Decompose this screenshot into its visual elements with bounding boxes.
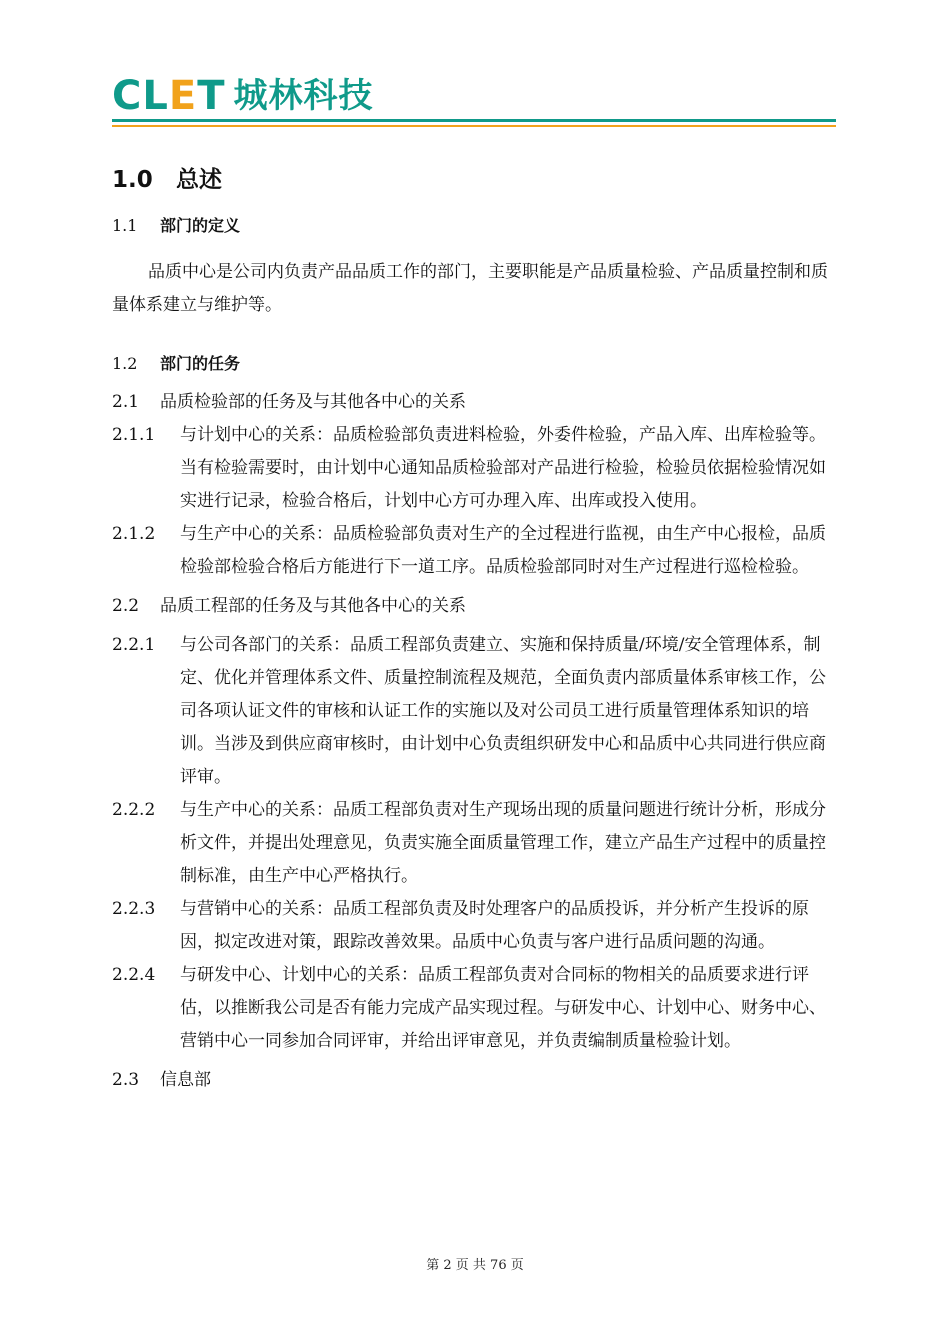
item-number: 2.1.2: [112, 524, 156, 544]
logo-latin-e: E: [168, 73, 198, 119]
item-number: 2.2.4: [112, 965, 156, 985]
logo-company-name: 城林科技: [233, 76, 374, 116]
item-number: 2.2.1: [112, 635, 156, 655]
list-item-2-2-3: [112, 893, 842, 959]
logo-latin-l: L: [142, 73, 169, 119]
item-text: 与营销中心的关系：品质工程部负责及时处理客户的品质投诉，并分析产生投诉的原因，拟定改进对策，跟踪改善效果。品质中心负责与客户进行品质问题的沟通。: [180, 899, 809, 952]
header-rule-orange: [112, 125, 836, 127]
subsection-title: 部门的定义: [160, 216, 241, 235]
section-number: 1.0: [112, 167, 153, 193]
list-item-2-1-2: [112, 518, 842, 584]
subsection-heading-1-2: [112, 348, 842, 380]
page-footer: 第 2 页 共 76 页: [426, 1258, 524, 1273]
list-item-2-1-1: [112, 419, 842, 518]
document-body: [112, 150, 842, 1097]
logo-latin-t: T: [197, 73, 226, 119]
item-text: 与研发中心、计划中心的关系：品质工程部负责对合同标的物相关的品质要求进行评估，以推断我公司是否有能力完成产品实现过程。与研发中心、计划中心、财务中心、营销中心一同参加合同评审，并给出评审意见，并负责编制质量检验计划。: [180, 965, 826, 1051]
list-item-2-2-4: [112, 959, 842, 1058]
list-item-2-2-1: [112, 629, 842, 794]
section-title: 品质检验部的任务及与其他各中心的关系: [160, 392, 466, 412]
company-logo: [112, 73, 374, 119]
header-rule-teal: [112, 119, 836, 122]
item-number: 2.2.2: [112, 800, 156, 820]
subsection-number: 1.1: [112, 216, 138, 235]
item-text: 与生产中心的关系：品质检验部负责对生产的全过程进行监视，由生产中心报检，品质检验部检验合格后方能进行下一道工序。品质检验部同时对生产过程进行巡检检验。: [180, 524, 826, 577]
section-heading-2-1: [112, 386, 842, 419]
item-text: 与计划中心的关系：品质检验部负责进料检验，外委件检验，产品入库、出库检验等。当有检验需要时，由计划中心通知品质检验部对产品进行检验，检验员依据检验情况如实进行记录，检验合格后，计划中心方可办理入库、出库或投入使用。: [180, 425, 826, 511]
logo-latin-c: C: [112, 73, 143, 119]
item-number: 2.2.3: [112, 899, 156, 919]
page-header: [112, 70, 836, 132]
section-heading-1: [112, 158, 842, 202]
section-title: 品质工程部的任务及与其他各中心的关系: [160, 596, 466, 616]
section-title: 信息部: [160, 1070, 211, 1090]
subsection-number: 1.2: [112, 354, 138, 373]
section-number: 2.2: [112, 596, 140, 616]
section-number: 2.3: [112, 1070, 140, 1090]
subsection-heading-1-1: [112, 210, 842, 242]
section-heading-2-3: [112, 1064, 842, 1097]
item-text: 与生产中心的关系：品质工程部负责对生产现场出现的质量问题进行统计分析，形成分析文件，并提出处理意见，负责实施全面质量管理工作，建立产品生产过程中的质量控制标准，由生产中心严格执行。: [180, 800, 826, 886]
definition-paragraph: 品质中心是公司内负责产品品质工作的部门，主要职能是产品质量检验、产品质量控制和质量体系建立与维护等。: [112, 262, 828, 315]
item-text: 与公司各部门的关系：品质工程部负责建立、实施和保持质量/环境/安全管理体系，制定、优化并管理体系文件、质量控制流程及规范，全面负责内部质量体系审核工作，公司各项认证文件的审核和认证工作的实施以及对公司员工进行质量管理体系知识的培训。当涉及到供应商审核时，由计划中心负责组织研发中心和品质中心共同进行供应商评审。: [180, 635, 826, 787]
section-number: 2.1: [112, 392, 140, 412]
item-number: 2.1.1: [112, 425, 156, 445]
subsection-title: 部门的任务: [160, 354, 241, 373]
section-heading-2-2: [112, 590, 842, 623]
list-item-2-2-2: [112, 794, 842, 893]
section-title: 总述: [176, 167, 222, 193]
